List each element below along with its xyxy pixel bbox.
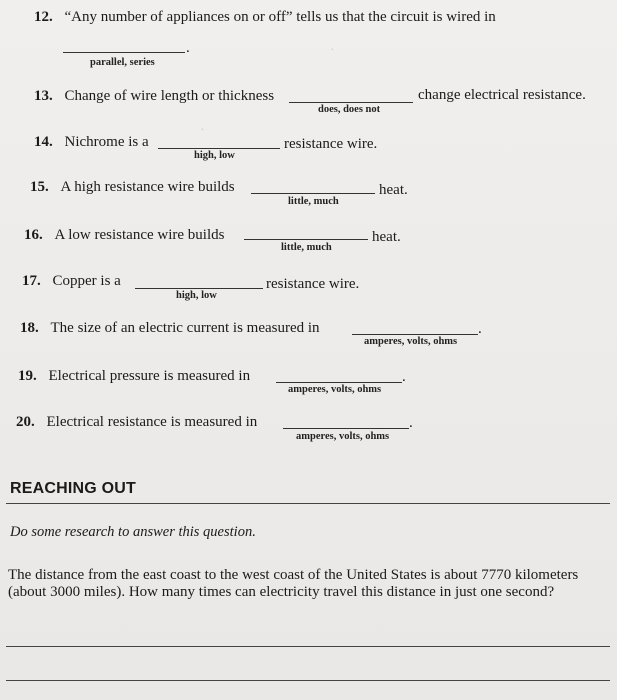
question-number: 16. — [24, 227, 43, 243]
question-number: 14. — [34, 134, 53, 150]
research-instruction: Do some research to answer this question. — [10, 524, 256, 540]
question-text: “Any number of appliances on or off” tells us that the circuit is wired in — [64, 9, 496, 25]
section-divider — [6, 503, 610, 504]
answer-options: amperes, volts, ohms — [288, 384, 382, 395]
question-end: heat. — [379, 182, 408, 198]
question-end: . — [478, 321, 482, 337]
question-end: heat. — [372, 229, 401, 245]
research-question: The distance from the east coast to the west coast of the United States is about 7770 kilometers (about 3000 miles). How many times can electricity travel this distance in just one second? — [8, 567, 579, 600]
bleed-through-text: · — [200, 120, 205, 136]
question-number: 19. — [18, 368, 37, 384]
question-end: change electrical resistance. — [418, 87, 586, 103]
answer-blank-19[interactable] — [276, 382, 402, 383]
answer-options: high, low — [176, 290, 217, 301]
answer-options: amperes, volts, ohms — [296, 431, 390, 442]
question-number: 12. — [34, 9, 53, 25]
question-17 — [22, 273, 121, 290]
question-text: Electrical pressure is measured in — [48, 368, 251, 384]
answer-options: amperes, volts, ohms — [364, 336, 458, 347]
answer-options: high, low — [194, 150, 235, 161]
answer-line[interactable] — [6, 646, 610, 647]
question-number: 18. — [20, 320, 39, 336]
answer-options: little, much — [288, 196, 339, 207]
question-end: . — [409, 415, 413, 431]
question-19 — [18, 368, 250, 385]
answer-blank-13[interactable] — [289, 102, 413, 103]
question-number: 15. — [30, 179, 49, 195]
question-text: Nichrome is a — [64, 134, 149, 150]
question-end: resistance wire. — [266, 276, 360, 292]
question-text: Change of wire length or thickness — [64, 88, 275, 104]
question-18 — [20, 320, 320, 337]
question-end: . — [402, 369, 406, 385]
answer-blank-20[interactable] — [283, 428, 409, 429]
answer-options: little, much — [281, 242, 332, 253]
answer-options: parallel, series — [90, 57, 155, 68]
answer-blank-16[interactable] — [244, 239, 368, 240]
answer-line[interactable] — [6, 680, 610, 681]
question-12 — [34, 9, 496, 26]
question-15 — [30, 179, 235, 196]
question-20 — [16, 414, 257, 431]
answer-blank-15[interactable] — [251, 193, 375, 194]
question-text: The size of an electric current is measured in — [50, 320, 320, 336]
answer-options: does, does not — [318, 104, 381, 115]
question-number: 13. — [34, 88, 53, 104]
question-text: Electrical resistance is measured in — [46, 414, 258, 430]
answer-blank-17[interactable] — [135, 288, 263, 289]
question-14 — [34, 134, 149, 151]
question-16 — [24, 227, 224, 244]
question-13 — [34, 88, 274, 105]
question-end: . — [186, 40, 190, 56]
question-text: A high resistance wire builds — [60, 179, 235, 195]
question-text: Copper is a — [52, 273, 121, 289]
answer-blank-12[interactable] — [63, 52, 185, 53]
answer-blank-14[interactable] — [158, 148, 280, 149]
question-end: resistance wire. — [284, 136, 378, 152]
bleed-through-text: · — [330, 40, 335, 56]
question-number: 17. — [22, 273, 41, 289]
question-number: 20. — [16, 414, 35, 430]
section-heading: REACHING OUT — [10, 480, 136, 497]
answer-blank-18[interactable] — [352, 334, 478, 335]
question-text: A low resistance wire builds — [54, 227, 225, 243]
